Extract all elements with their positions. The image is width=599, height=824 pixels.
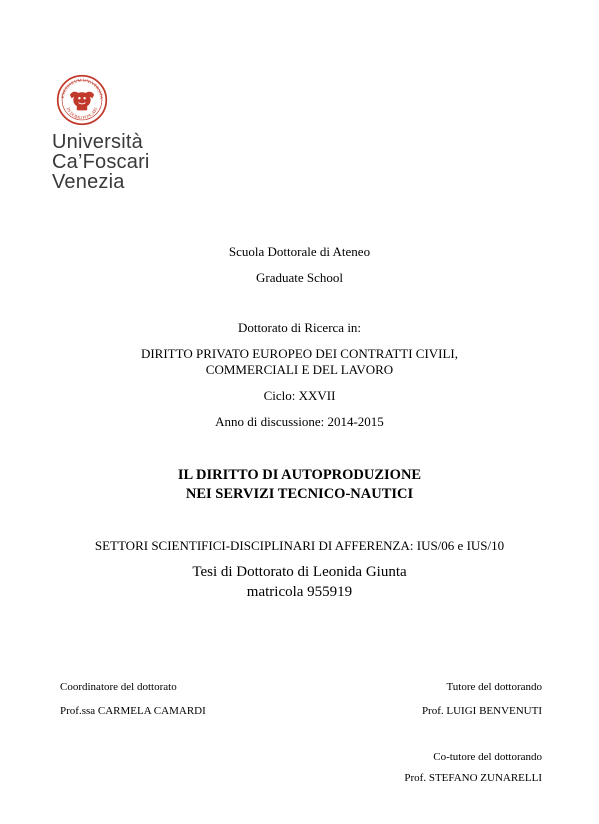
thesis-title-line-1: IL DIRITTO DI AUTOPRODUZIONE — [177, 467, 422, 483]
cotutor-role: Co-tutore del dottorando — [433, 751, 542, 763]
discussion-year: Anno di discussione: 2014-2015 — [215, 414, 384, 429]
cotutor-name: Prof. STEFANO ZUNARELLI — [404, 772, 542, 784]
thesis-author: Tesi di Dottorato di Leonida Giunta — [192, 564, 407, 580]
school-name: Scuola Dottorale di Ateneo — [228, 244, 371, 259]
seal-text-top: ENETIARUM UNIVERSITA — [59, 77, 105, 100]
lion-seal-icon — [56, 74, 108, 126]
program-name-line-1: DIRITTO PRIVATO EUROPEO DEI CONTRATTI CIVILI, — [140, 346, 459, 361]
school-name-en: Graduate School — [255, 270, 343, 285]
university-name-line-2: Ca’Foscari — [52, 151, 150, 173]
university-logo — [52, 74, 172, 192]
tutor-role: Tutore del dottorando — [446, 681, 542, 693]
disciplinary-sectors: SETTORI SCIENTIFICI-DISCIPLINARI DI AFFERENZA: IUS/06 e IUS/10 — [94, 538, 505, 553]
seal-text-bottom: IN DOMO FOSCARI — [65, 106, 99, 121]
university-name — [52, 132, 172, 192]
program-label: Dottorato di Ricerca in: — [237, 320, 362, 335]
program-name-line-2: COMMERCIALI E DEL LAVORO — [205, 362, 394, 377]
coordinator-name: Prof.ssa CARMELA CAMARDI — [60, 705, 206, 717]
tutor-name: Prof. LUIGI BENVENUTI — [421, 705, 542, 717]
student-matricola: matricola 955919 — [246, 584, 353, 600]
program-cycle: Ciclo: XXVII — [263, 388, 336, 403]
university-name-line-3: Venezia — [52, 171, 125, 193]
university-name-line-1: Università — [52, 131, 143, 153]
thesis-title-line-2: NEI SERVIZI TECNICO-NAUTICI — [185, 486, 414, 502]
coordinator-role: Coordinatore del dottorato — [60, 681, 177, 693]
